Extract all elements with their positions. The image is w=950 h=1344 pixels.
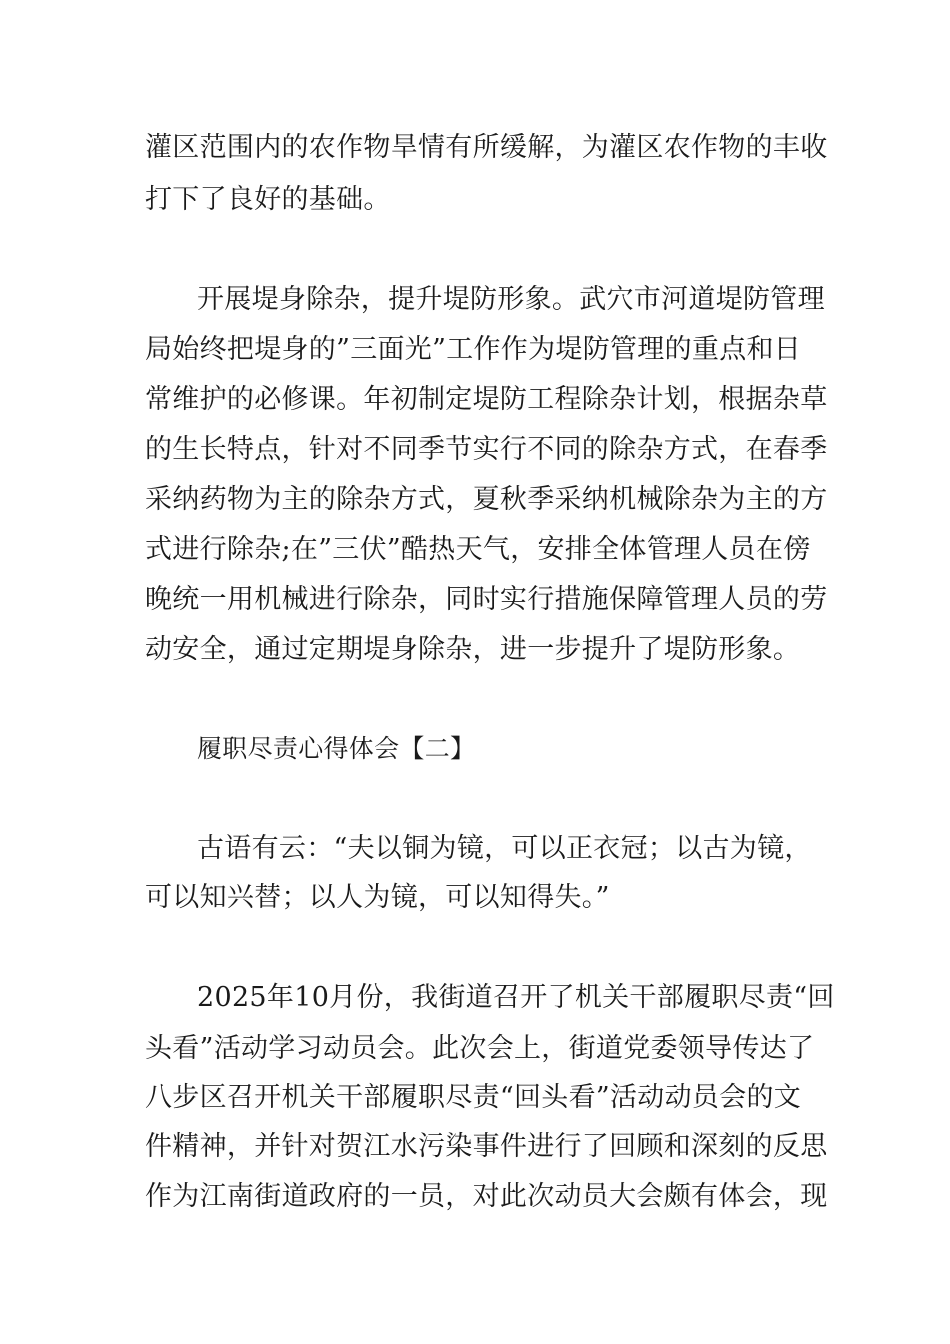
paragraph-4-line-1: 2025年10月份，我街道召开了机关干部履职尽责“回	[197, 982, 835, 1013]
paragraph-2-line-7: 晚统一用机械进行除杂，同时实行措施保障管理人员的劳	[145, 584, 828, 615]
paragraph-2-line-4: 的生长特点，针对不同季节实行不同的除杂方式，在春季	[145, 434, 828, 465]
paragraph-4-line-5: 作为江南街道政府的一员，对此次动员大会颇有体会，现	[145, 1181, 828, 1212]
paragraph-4-line-4: 件精神，并针对贺江水污染事件进行了回顾和深刻的反思	[145, 1131, 828, 1162]
paragraph-2-line-3: 常维护的必修课。年初制定堤防工程除杂计划，根据杂草	[145, 384, 828, 415]
paragraph-4-line-2: 头看”活动学习动员会。此次会上，街道党委领导传达了	[145, 1033, 815, 1064]
paragraph-3-line-2: 可以知兴替；以人为镜，可以知得失。”	[145, 882, 610, 913]
section-heading: 履职尽责心得体会【二】	[197, 734, 476, 763]
paragraph-2-line-1: 开展堤身除杂，提升堤防形象。武穴市河道堤防管理	[197, 284, 825, 315]
paragraph-1-line-2: 打下了良好的基础。	[145, 184, 391, 215]
paragraph-3-line-1: 古语有云：“夫以铜为镜，可以正衣冠；以古为镜，	[197, 833, 812, 864]
paragraph-2-line-6: 式进行除杂;在”三伏”酷热天气，安排全体管理人员在傍	[145, 534, 811, 565]
paragraph-2-line-8: 动安全，通过定期堤身除杂，进一步提升了堤防形象。	[145, 634, 801, 665]
paragraph-1-line-1: 灌区范围内的农作物旱情有所缓解，为灌区农作物的丰收	[145, 132, 828, 163]
paragraph-2-line-2: 局始终把堤身的”三面光”工作作为堤防管理的重点和日	[145, 334, 802, 365]
paragraph-4-line-3: 八步区召开机关干部履职尽责“回头看”活动动员会的文	[145, 1082, 802, 1113]
paragraph-2-line-5: 采纳药物为主的除杂方式，夏秋季采纳机械除杂为主的方	[145, 484, 828, 515]
